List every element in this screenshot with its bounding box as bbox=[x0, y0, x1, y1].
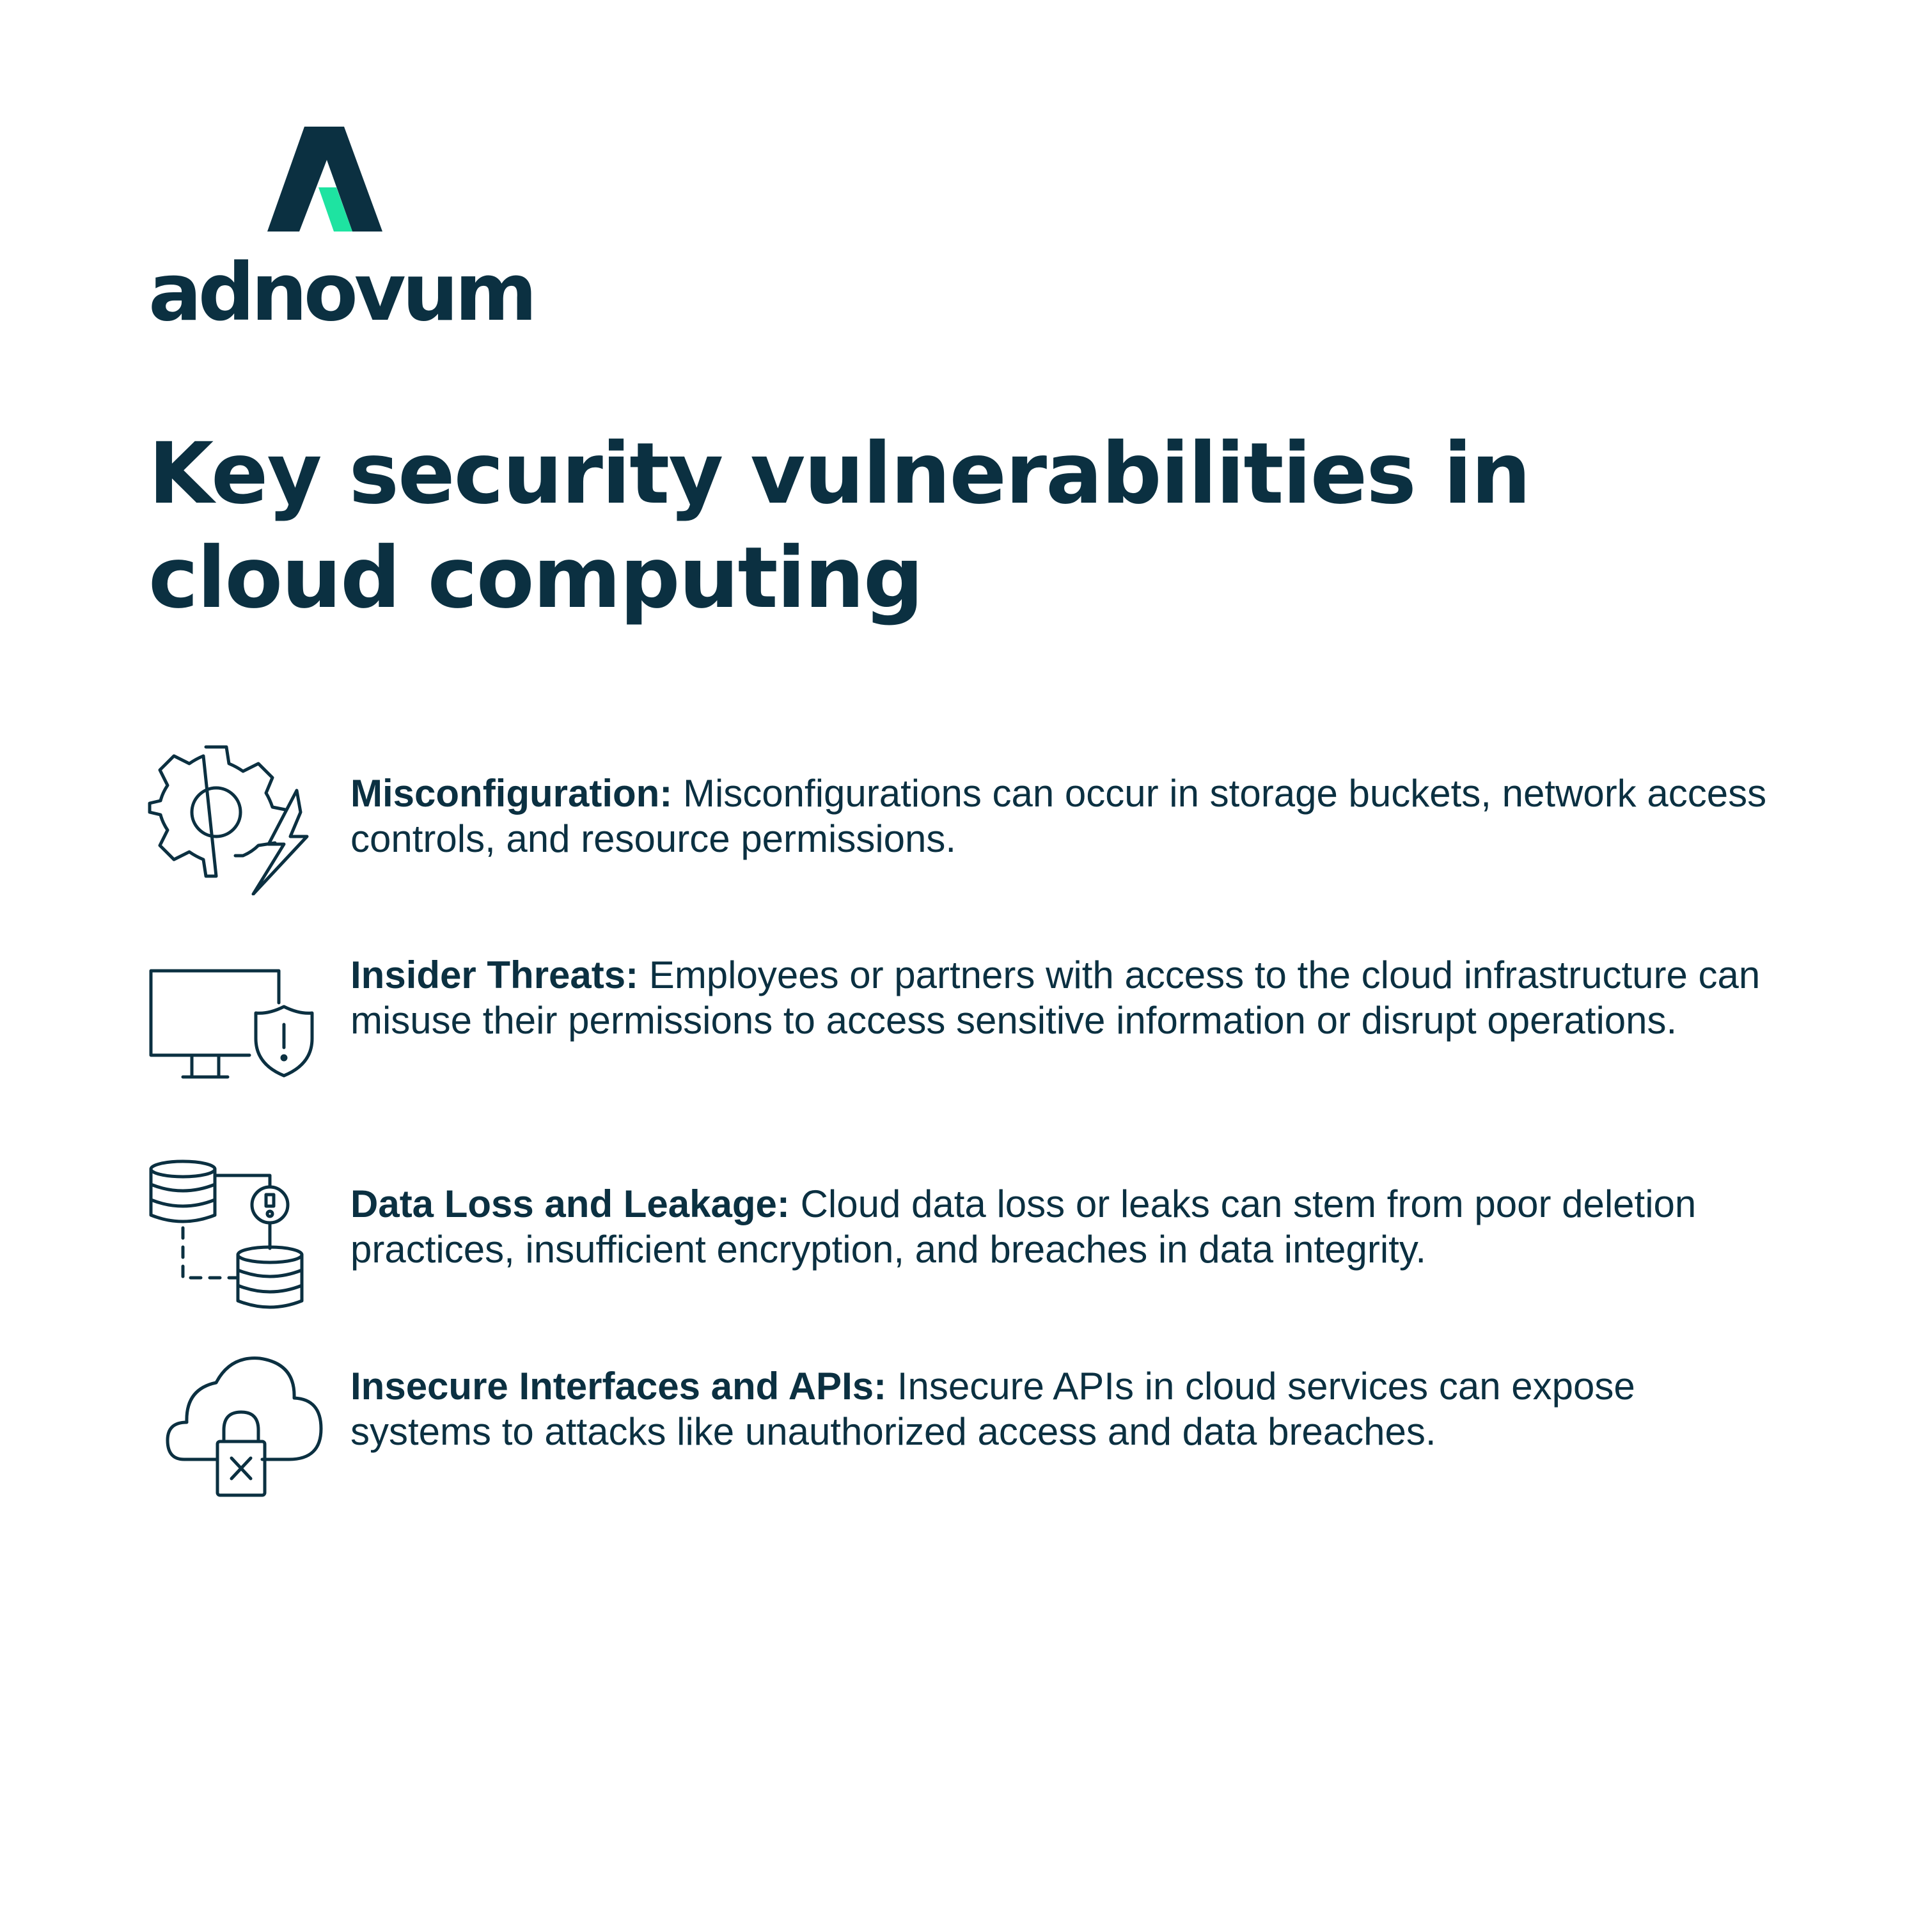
page-title-line-1: Key security vulnerabilities in bbox=[148, 425, 1530, 523]
item-text bbox=[350, 771, 1783, 861]
gear-lightning-icon bbox=[147, 742, 326, 895]
item-description: Cloud data loss or leaks can stem from poor deletion practices, insufficient encryption, and breaches in data integrity. bbox=[350, 1182, 1697, 1271]
item-text bbox=[350, 1181, 1783, 1272]
item-description: Misconfigurations can occur in storage buckets, network access controls, and resource permissions. bbox=[350, 772, 1767, 860]
cloud-lock-icon bbox=[147, 1351, 326, 1504]
database-leak-icon bbox=[147, 1159, 326, 1312]
item-term: Misconfiguration: bbox=[350, 772, 673, 815]
item-text bbox=[350, 952, 1783, 1043]
brand-wordmark: adnovum bbox=[148, 247, 534, 339]
item-description: Insecure APIs in cloud services can expose systems to attacks like unauthorized access and data breaches. bbox=[350, 1365, 1635, 1453]
item-text bbox=[350, 1363, 1783, 1454]
item-term: Insecure Interfaces and APIs: bbox=[350, 1365, 887, 1408]
item-term: Insider Threats: bbox=[350, 954, 639, 996]
item-term: Data Loss and Leakage: bbox=[350, 1182, 790, 1225]
monitor-shield-icon bbox=[147, 955, 326, 1109]
item-description: Employees or partners with access to the cloud infrastructure can misuse their permissions to access sensitive information or disrupt operations. bbox=[350, 954, 1761, 1042]
page-title-line-2: cloud computing bbox=[148, 529, 923, 627]
